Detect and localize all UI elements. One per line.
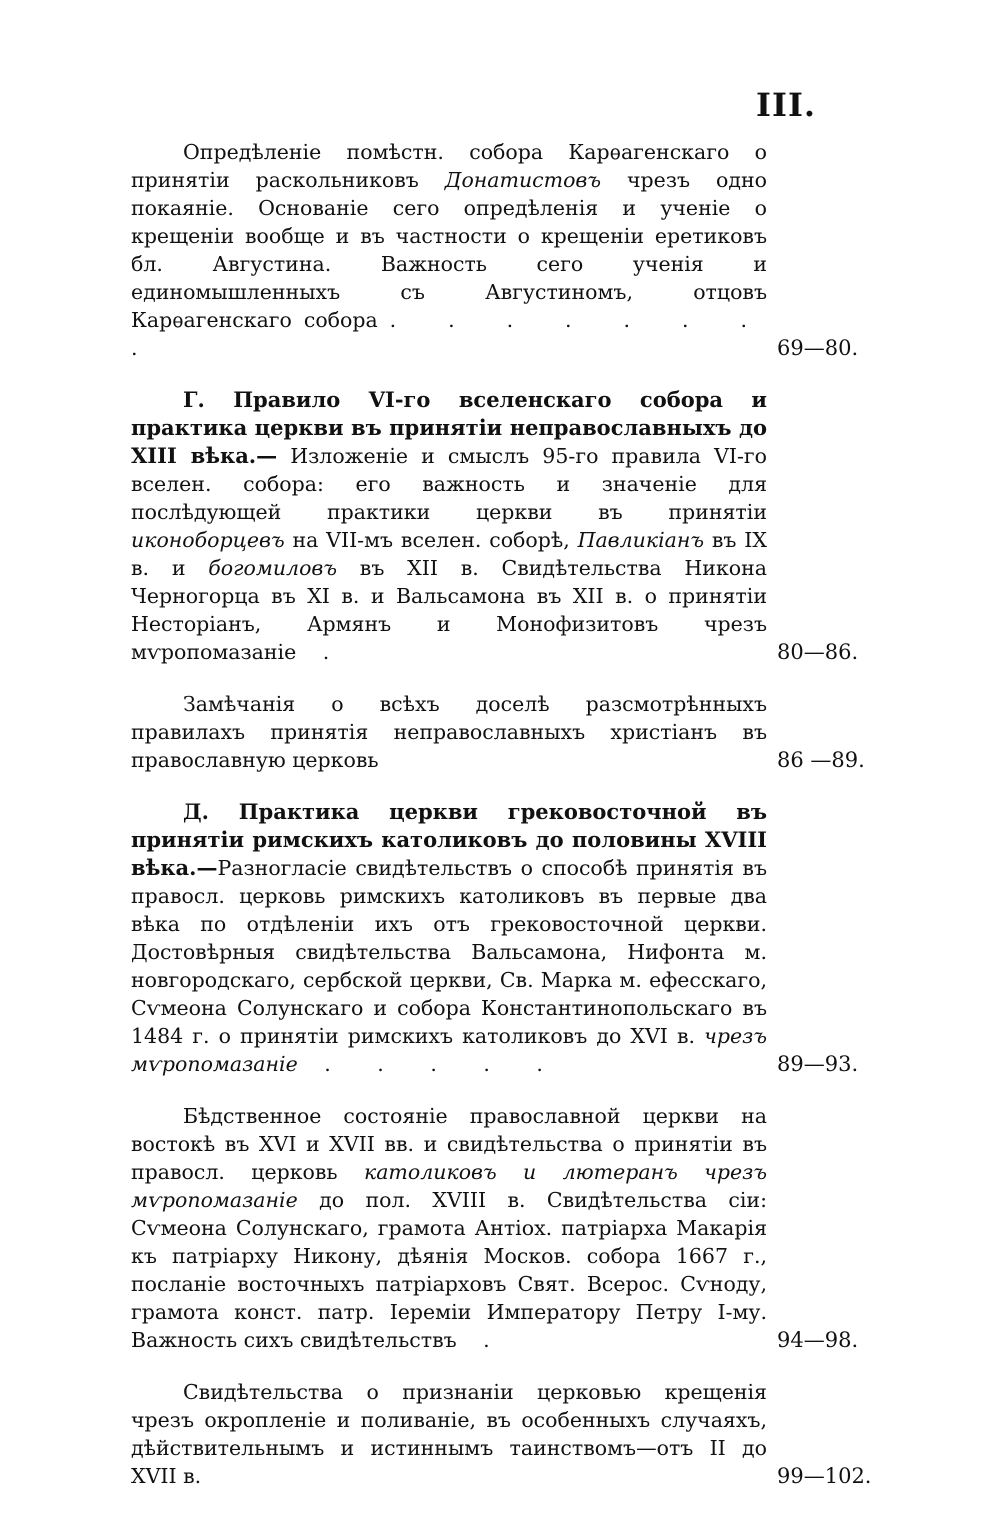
page-range: 99—102. [777, 1464, 872, 1488]
entry-text: до пол. XVIII в. Свидѣтельства сіи: Сѵмеона Солунскаго, грамота Антіох. патріарха Макарія къ патріарху Никону, дѣянія Москов. собора 1667 г., посланіе восточныхъ патріарховъ Свят. Всерос. Сѵноду, грамота конст. патр. Іереміи Императору Петру І-му. Важность сихъ свидѣтельствъ [131, 1188, 767, 1352]
page-range: 86 —89. [777, 748, 865, 772]
page-number: III. [756, 86, 817, 124]
entry-text: въ IX в. и [131, 528, 767, 580]
table-of-contents [131, 138, 911, 1514]
entry-text: Разногласіе свидѣтельствъ о способѣ принятія въ правосл. церковь римскихъ католиковъ въ первые два вѣка по отдѣленіи ихъ отъ грековосточной церкви. Достовѣрныя свидѣтельства Вальсамона, Нифонта м. новгородскаго, сербской церкви, Св. Марка м. ефесскаго, Сѵмеона Солунскаго и собора Константинопольскаго въ 1484 г. о принятіи римскихъ католиковъ до XVI в. [131, 856, 767, 1048]
toc-entry [131, 138, 911, 362]
section-heading: Д. Практика церкви грековосточной въ принятіи римскихъ католиковъ до половины XVIII вѣка.— [131, 799, 767, 880]
toc-entry [131, 798, 911, 1078]
entry-text: Бѣдственное состояніе православной церкви на востокѣ въ XVI и XVII вв. и свидѣтельства о принятіи въ правосл. церковь [131, 1104, 767, 1184]
entry-text: на VII-мъ вселен. соборѣ, [284, 528, 578, 552]
toc-entry-text [131, 690, 767, 774]
toc-entry [131, 690, 911, 774]
toc-entry [131, 386, 911, 666]
leader-dots: . [456, 1328, 510, 1352]
entry-text: Замѣчанія о всѣхъ доселѣ разсмотрѣнныхъ правилахъ принятія неправославныхъ христіанъ въ православную церковь [131, 692, 767, 772]
page-range: 69—80. [777, 336, 859, 360]
leader-dots: . . . . . [297, 1052, 563, 1076]
leader-dots: . [296, 640, 350, 664]
entry-italic-term: богомиловъ [208, 556, 338, 580]
entry-italic-term: Павликіанъ [577, 528, 705, 552]
entry-italic-term: иконоборцевъ [131, 528, 285, 552]
entry-text: Опредѣленіе помѣстн. собора Карѳагенскаго о принятіи раскольниковъ [131, 140, 767, 192]
leader-dots: . . . . . . . . [131, 308, 767, 360]
entry-italic-term: чрезъ мѵропомазаніе [131, 1024, 767, 1076]
entry-text: Свидѣтельства о признаніи церковью крещенія чрезъ окропленіе и поливаніе, въ особенныхъ случаяхъ, дѣйствительнымъ и истиннымъ таинствомъ—отъ II до XVII в. [131, 1380, 767, 1488]
toc-entry [131, 1102, 911, 1354]
entry-italic-term: Донатистовъ [444, 168, 602, 192]
section-heading: Г. Правило VI-го вселенскаго собора и практика церкви въ принятіи неправославныхъ до XIII вѣка.— [131, 387, 767, 468]
toc-entry-text [131, 1378, 767, 1490]
toc-entry-text [131, 1102, 767, 1354]
entry-text: чрезъ одно покаяніе. Основаніе сего опредѣленія и ученіе о крещеніи вообще и въ частности о крещеніи еретиковъ бл. Августина. Важность сего ученія и единомышленныхъ съ Августиномъ, отцовъ Карѳагенскаго собора [131, 168, 767, 332]
page-range: 89—93. [777, 1052, 859, 1076]
entry-text: въ XII в. Свидѣтельства Никона Черногорца въ XI в. и Вальсамона въ XII в. о принятіи Несторіанъ, Армянъ и Монофизитовъ чрезъ мѵропомазаніе [131, 556, 767, 664]
entry-text: Изложеніе и смыслъ 95-го правила VI-го вселен. собора: его важность и значеніе для послѣдующей практики церкви въ принятіи [131, 444, 768, 524]
toc-entry [131, 1378, 911, 1490]
toc-entry-text [131, 138, 767, 362]
page-range: 94—98. [777, 1328, 859, 1352]
toc-entry-text [131, 386, 767, 666]
page-range: 80—86. [777, 640, 859, 664]
entry-italic-term: католиковъ и лютеранъ чрезъ мѵропомазаніе [131, 1160, 767, 1212]
toc-entry-text [131, 798, 767, 1078]
